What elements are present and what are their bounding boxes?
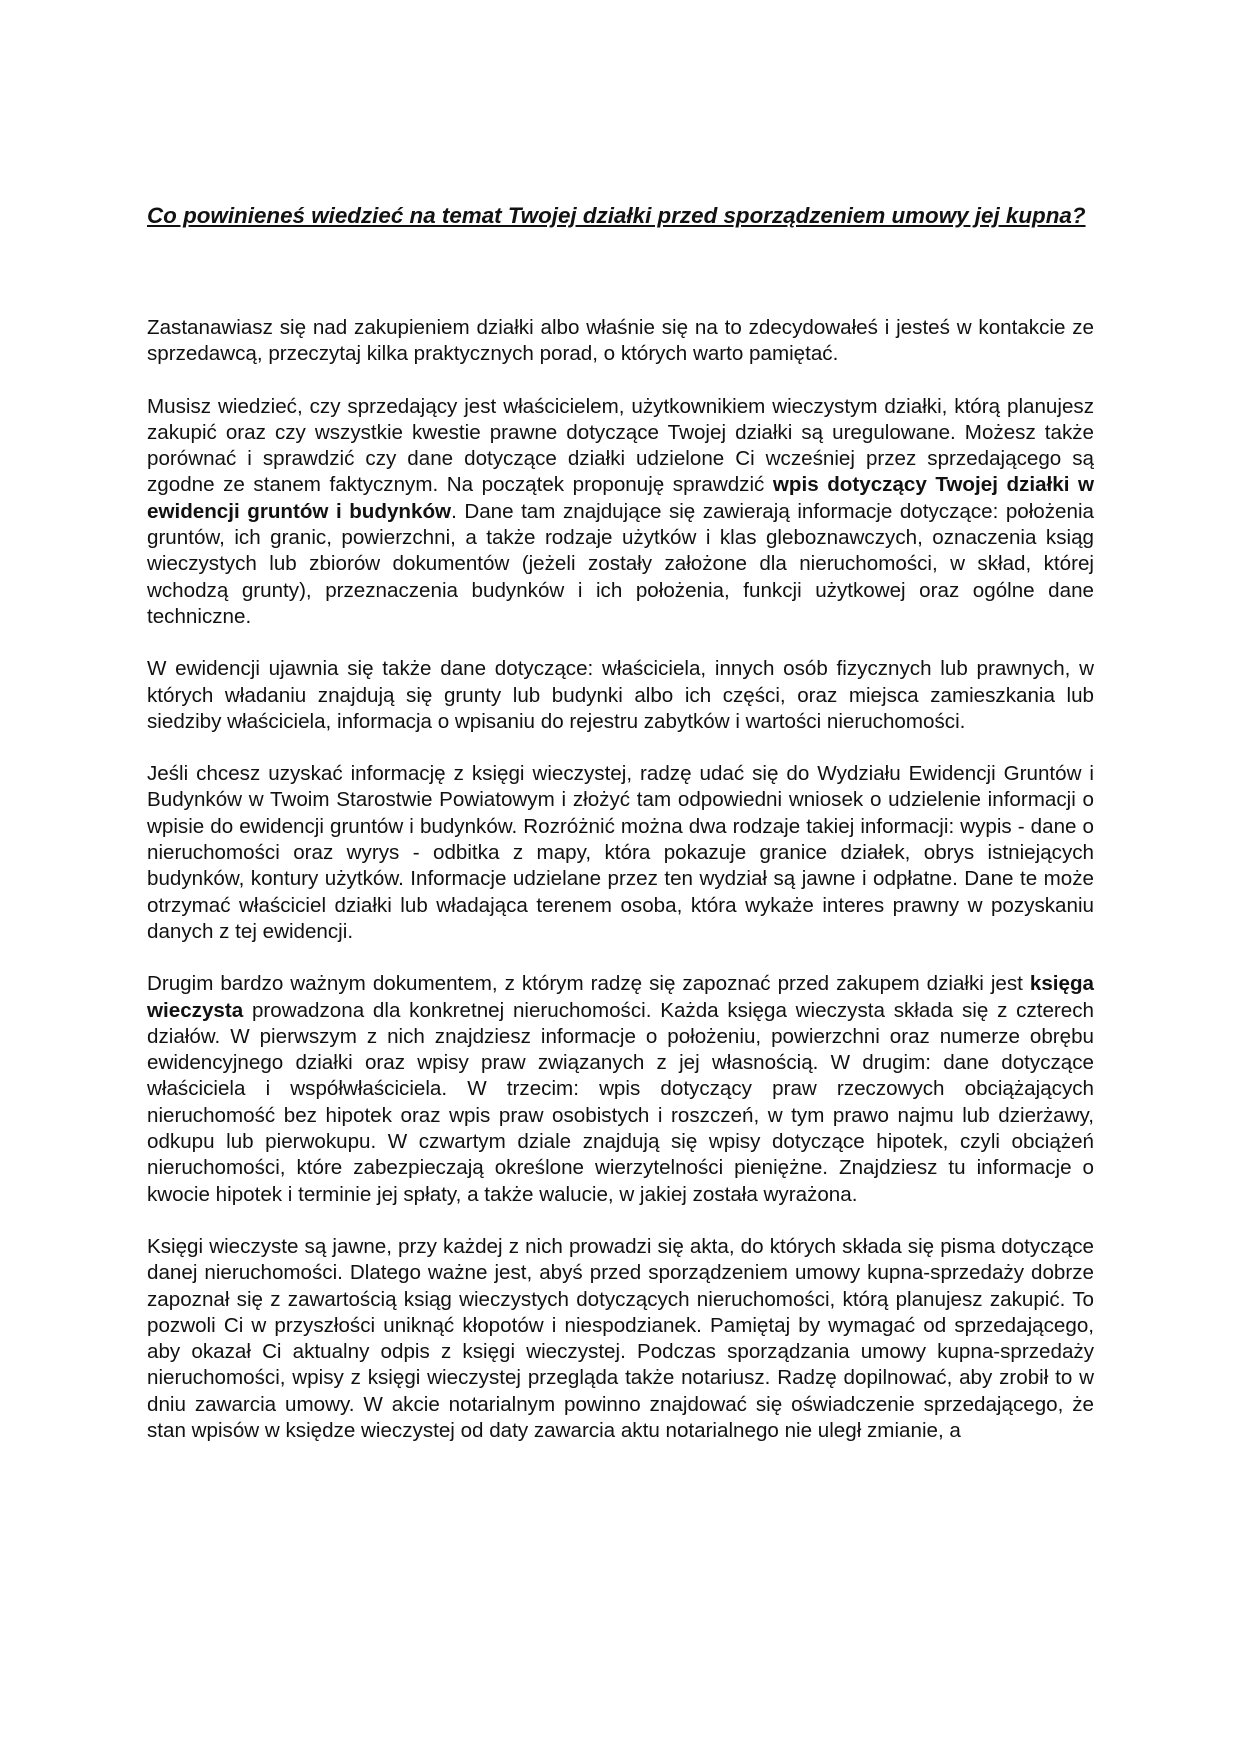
paragraph-text: Księgi wieczyste są jawne, przy każdej z nich prowadzi się akta, do których składa się pisma dotyczące danej nieruchomości. Dlatego ważne jest, abyś przed sporządzeniem umowy kupna-sprzedaży dobrze zapoznał się z zawartością ksiąg wieczystych dotyczących nieruchomości, którą planujesz zakupić. To pozwoli Ci w przyszłości uniknąć kłopotów i niespodzianek. Pamiętaj by wymagać od sprzedającego, aby okazał Ci aktualny odpis z księgi wieczystej. Podczas sporządzania umowy kupna-sprzedaży nieruchomości, wpisy z księgi wieczystej przegląda także notariusz. Radzę dopilnować, aby zrobił to w dniu zawarcia umowy. W akcie notarialnym powinno znajdować się oświadczenie sprzedającego, że stan wpisów w księdze wieczystej od daty zawarcia aktu notarialnego nie uległ zmianie, a bbox=[147, 1234, 1094, 1442]
bold-phrase: wpis dotyczący Twojej działki w ewidencji gruntów i budynków bbox=[147, 473, 1094, 523]
paragraph-text: prowadzona dla konkretnej nieruchomości. Każda księga wieczysta składa się z czterech działów. W pierwszym z nich znajdziesz informacje o położeniu, powierzchni oraz numerze obrębu ewidencyjnego działki oraz wpisy praw związanych z jej własnością. W drugim: dane dotyczące właściciela i współwłaściciela. W trzecim: wpis dotyczący praw rzeczowych obciążających nieruchomość bez hipotek oraz wpis praw osobistych i roszczeń, w tym prawo najmu lub dzierżawy, odkupu lub pierwokupu. W czwartym dziale znajdują się wpisy dotyczące hipotek, czyli obciążeń nieruchomości, które zabezpieczają określone wierzytelności pieniężne. Znajdziesz tu informacje o kwocie hipotek i terminie jej spłaty, a także walucie, w jakiej została wyrażona. bbox=[147, 998, 1094, 1206]
document-page bbox=[147, 203, 1094, 1444]
paragraph-land-and-mortgage-register bbox=[147, 971, 1094, 1208]
document-title: Co powinieneś wiedzieć na temat Twojej działki przed sporządzeniem umowy jej kupna? bbox=[147, 203, 1086, 228]
paragraph-text: Zastanawiasz się nad zakupieniem działki albo właśnie się na to zdecydowałeś i jesteś w kontakcie ze sprzedawcą, przeczytaj kilka praktycznych porad, o których warto pamiętać. bbox=[147, 316, 1094, 366]
paragraph-public-registers bbox=[147, 1234, 1094, 1444]
bold-phrase: księga wieczysta bbox=[147, 972, 1094, 1022]
paragraph-intro bbox=[147, 315, 1094, 368]
document-body bbox=[147, 315, 1094, 1444]
paragraph-registry-owner-data bbox=[147, 656, 1094, 735]
paragraph-text: Drugim bardzo ważnym dokumentem, z którym radzę się zapoznać przed zakupem działki jest bbox=[147, 972, 1030, 996]
paragraph-text: Jeśli chcesz uzyskać informację z księgi wieczystej, radzę udać się do Wydziału Ewidencji Gruntów i Budynków w Twoim Starostwie Powiatowym i złożyć tam odpowiedni wniosek o udzielenie informacji o wpisie do ewidencji gruntów i budynków. Rozróżnić można dwa rodzaje takiej informacji: wypis - dane o nieruchomości oraz wyrys - odbitka z mapy, która pokazuje granice działek, obrys istniejących budynków, kontury użytków. Informacje udzielane przez ten wydział są jawne i odpłatne. Dane te może otrzymać właściciel działki lub władająca terenem osoba, która wykaże interes prawny w pozyskaniu danych z tej ewidencji. bbox=[147, 762, 1094, 943]
paragraph-text: W ewidencji ujawnia się także dane dotyczące: właściciela, innych osób fizycznych lub prawnych, w których władaniu znajdują się grunty lub budynki albo ich części, oraz miejsca zamieszkania lub siedziby właściciela, informacja o wpisaniu do rejestru zabytków i wartości nieruchomości. bbox=[147, 657, 1094, 733]
paragraph-land-registry-check bbox=[147, 394, 1094, 631]
paragraph-text: . Dane tam znajdujące się zawierają informacje dotyczące: położenia gruntów, ich granic, powierzchni, a także rodzaje użytków i klas gleboznawczych, oznaczenia ksiąg wieczystych lub zbiorów dokumentów (jeżeli zostały założone dla nieruchomości, w skład, której wchodzą grunty), przeznaczenia budynków i ich położenia, funkcji użytkowej oraz ogólne dane techniczne. bbox=[147, 499, 1094, 628]
paragraph-obtaining-information bbox=[147, 761, 1094, 945]
paragraph-text: Musisz wiedzieć, czy sprzedający jest właścicielem, użytkownikiem wieczystym działki, którą planujesz zakupić oraz czy wszystkie kwestie prawne dotyczące Twojej działki są uregulowane. Możesz także porównać i sprawdzić czy dane dotyczące działki udzielone Ci wcześniej przez sprzedającego są zgodne ze stanem faktycznym. Na początek proponuję sprawdzić bbox=[147, 394, 1094, 497]
